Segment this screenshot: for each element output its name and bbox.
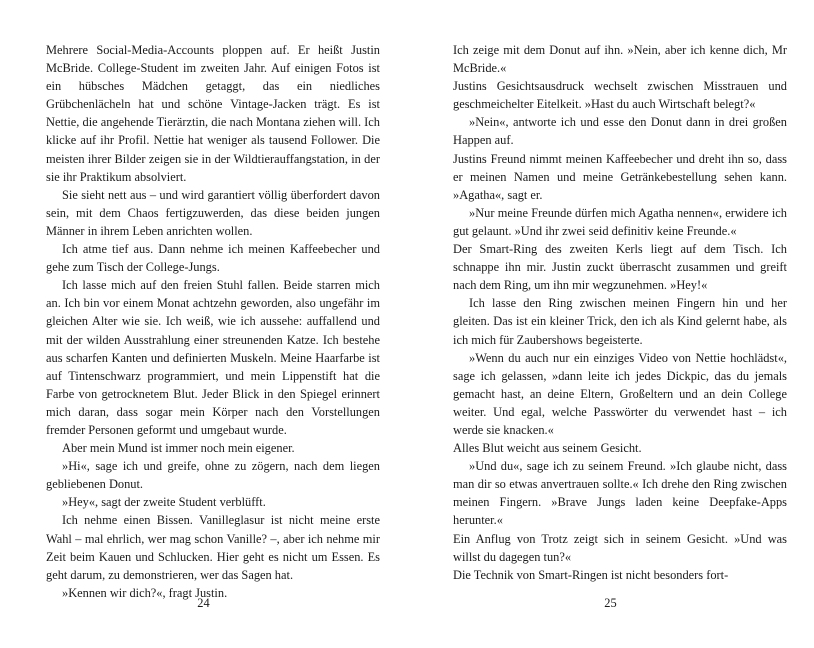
paragraph: »Hey«, sagt der zweite Student verblüfft. xyxy=(62,495,266,510)
paragraph: Ich zeige mit dem Donut auf ihn. »Nein, aber ich kenne dich, Mr McBride.« xyxy=(453,43,787,76)
paragraph: Ich lasse den Ring zwischen meinen Fingern hin und her gleiten. Das ist ein kleiner Trick, den ich als Kind gelernt habe, als ich mich für Zaubershows begeisterte. xyxy=(453,296,787,347)
paragraph: Sie sieht nett aus – und wird garantiert völlig überfordert davon sein, mit dem Chaos fertigzuwerden, das diese beiden jungen Männer in ihrem Leben anrichten wollen. xyxy=(46,187,380,238)
paragraph: Justins Gesichtsausdruck wechselt zwischen Misstrauen und geschmeichelter Eitelkeit. »Hast du auch Wirtschaft belegt?« xyxy=(453,79,787,112)
paragraph: »Und du«, sage ich zu seinem Freund. »Ich glaube nicht, dass man dir so etwas anvertrauen sollte.« Ich drehe den Ring zwischen meinen Fingern. »Brave Jungs laden keine Deepfake-Apps herunter.« xyxy=(453,459,787,528)
paragraph: Ich nehme einen Bissen. Vanilleglasur ist nicht meine erste Wahl – mal ehrlich, wer mag schon Vanille? –, aber ich nehme mir Zeit beim Kauen und Schlucken. Hier geht es nicht um Essen. Es geht darum, zu demonstrieren, wer das Sagen hat. xyxy=(46,513,380,582)
paragraph: »Nein«, antworte ich und esse den Donut dann in drei großen Happen auf. xyxy=(453,115,787,148)
paragraph: »Kennen wir dich?«, fragt Justin. xyxy=(62,585,228,600)
page-number: 24 xyxy=(197,596,210,610)
page-number: 25 xyxy=(604,596,617,610)
paragraph: Ich lasse mich auf den freien Stuhl fallen. Beide starren mich an. Ich bin vor einem Monat achtzehn geworden, also ungefähr im gleichen Alter wie sie. Ich weiß, wie ich aussehe: auffallend und mit der wilden Ausstrahlung einer streunenden Katze. Ich bestehe aus scharfen Kanten und definierten Muskeln. Meine Haarfarbe ist auf Tintenschwarz programmiert, und mein Lippenstift hat die Farbe von getrocknetem Blut. Jeder Blick in den Spiegel erinnert mich daran, dass sogar mein Körper nach den Vorstellungen fremder Personen geformt und umgebaut wurde. xyxy=(46,278,380,437)
left-page-text xyxy=(46,41,380,602)
paragraph: Der Smart-Ring des zweiten Kerls liegt auf dem Tisch. Ich schnappe ihn mir. Justin zuckt überrascht zusammen und greift nach dem Ring, um ihn mir wegzunehmen. »Hey!« xyxy=(453,242,787,293)
right-page-text xyxy=(453,41,787,584)
paragraph: »Hi«, sage ich und greife, ohne zu zögern, nach dem liegen gebliebenen Donut. xyxy=(46,459,380,492)
right-page xyxy=(407,0,814,648)
paragraph: Mehrere Social-Media-Accounts ploppen auf. Er heißt Justin McBride. College-Student im zweiten Jahr. Auf einigen Fotos ist ein hübsches Mädchen getaggt, das ein niedliches Grübchenlächeln hat und schöne Vintage-Jacken trägt. Es ist Nettie, die angehende Tierärztin, die nach Montana ziehen will. Ich klicke auf ihr Profil. Nettie hat weniger als tausend Follower. Die meisten ihrer Bilder zeigen sie in der Wildtierauffangstation, in der sie ihr Praktikum absolviert. xyxy=(46,43,380,184)
paragraph: Ein Anflug von Trotz zeigt sich in seinem Gesicht. »Und was willst du dagegen tun?« xyxy=(453,531,787,564)
paragraph: »Nur meine Freunde dürfen mich Agatha nennen«, erwidere ich gut gelaunt. »Und ihr zwei seid definitiv keine Freunde.« xyxy=(453,205,787,238)
paragraph: Justins Freund nimmt meinen Kaffeebecher und dreht ihn so, dass er meinen Namen und meine Getränkebestellung sehen kann. »Agatha«, sagt er. xyxy=(453,151,787,202)
paragraph: Aber mein Mund ist immer noch mein eigener. xyxy=(62,441,295,456)
paragraph: »Wenn du auch nur ein einziges Video von Nettie hochlädst«, sage ich gelassen, »dann leite ich jedes Dickpic, das du jemals gemacht hast, an deine Eltern, Großeltern und an dein College weiter. Und egal, welche Passwörter du verwendet hast – ich werde sie knacken.« xyxy=(453,350,787,437)
paragraph: Ich atme tief aus. Dann nehme ich meinen Kaffeebecher und gehe zum Tisch der College-Jungs. xyxy=(46,242,380,275)
paragraph: Die Technik von Smart-Ringen ist nicht besonders fort- xyxy=(453,567,729,582)
paragraph: Alles Blut weicht aus seinem Gesicht. xyxy=(453,441,642,456)
